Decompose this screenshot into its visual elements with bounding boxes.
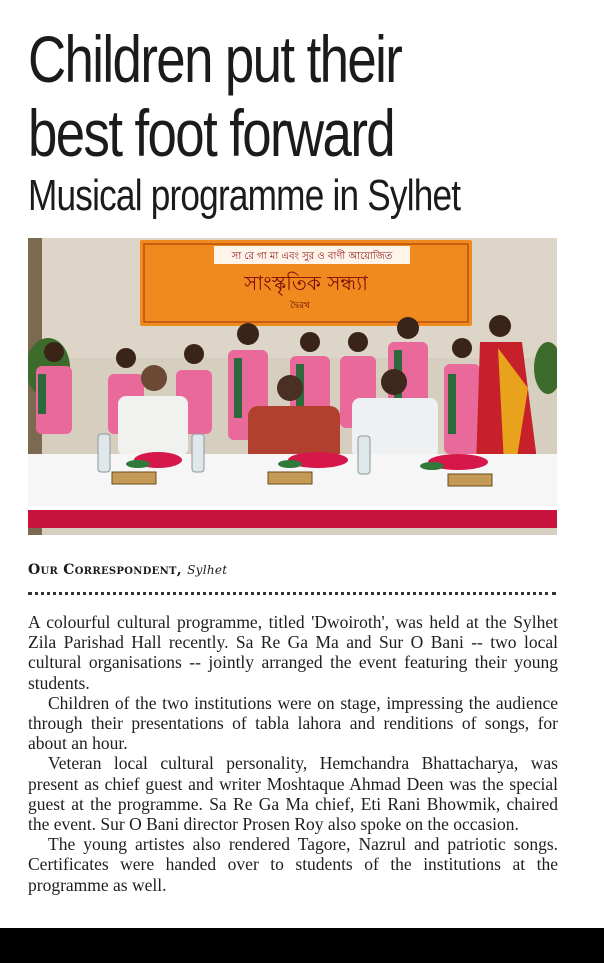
- headline: [28, 22, 476, 170]
- subheadline: Musical programme in Sylhet: [28, 171, 461, 220]
- byline-location: Sylhet: [187, 563, 228, 577]
- banner-text-2: সাংস্কৃতিক সন্ধ্যা: [244, 271, 368, 295]
- byline-name: Our Correspondent,: [28, 562, 182, 578]
- banner-text-1: সা রে গা মা এবং সুর ও বাণী আয়োজিত: [231, 251, 393, 262]
- paragraph-1: A colourful cultural programme, titled 'Dwoiroth', was held at the Sylhet Zila Parishad Hall recently. Sa Re Ga Ma and Sur O Bani -- two local cultural organisations -- jointly arranged the event featuring their young students.: [28, 612, 558, 693]
- bottom-black-bar: [0, 928, 604, 963]
- paragraph-4: The young artistes also rendered Tagore, Nazrul and patriotic songs. Certificates were handed over to students of the institutions at the programme as well.: [28, 834, 558, 895]
- headline-line-1: Children put their: [28, 22, 402, 96]
- paragraph-2: Children of the two institutions were on stage, impressing the audience through their presentations of tabla lahora and renditions of songs, for about an hour.: [28, 692, 558, 754]
- article-body: [28, 612, 558, 895]
- headline-line-2: best foot forward: [28, 96, 395, 170]
- byline: [28, 562, 227, 578]
- paragraph-3: Veteran local cultural personality, Hemchandra Bhattacharya, was present as chief guest and writer Moshtaque Ahmad Deen was the special guest at the programme. Sa Re Ga Ma chief, Eti Rani Bhowmik, chaired the event. Sur O Bani director Prosen Roy also spoke on the occasion.: [28, 753, 558, 835]
- article-photo: [28, 238, 557, 535]
- stage-banner: [140, 240, 472, 326]
- banner-text-3: দ্বৈরথ: [290, 301, 310, 311]
- dotted-divider: [28, 592, 556, 595]
